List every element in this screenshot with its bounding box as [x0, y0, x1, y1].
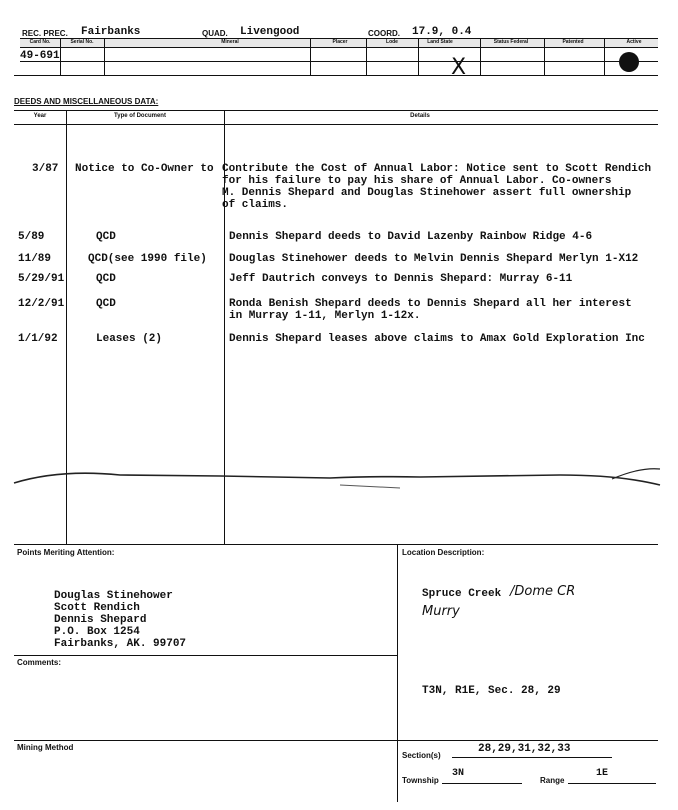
col-status-federal: Status Federal [493, 39, 529, 45]
deed-year: 12/2/91 [18, 298, 65, 310]
location-handwritten: /Dome CR [510, 584, 576, 599]
location-typed: Spruce Creek [422, 588, 502, 600]
deed-details: Douglas Stinehower deeds to Melvin Dennis Shepard Merlyn 1-X12 [229, 253, 639, 265]
rec-prec-label: REC. PREC. [22, 29, 68, 38]
scan-artifact-line [0, 455, 678, 515]
deed-type: QCD(see 1990 file) [88, 253, 207, 265]
deed-type: Notice to Co-Owner to [75, 163, 214, 175]
points-names: Douglas Stinehower Scott Rendich Dennis Shepard P.O. Box 1254 Fairbanks, AK. 99707 [54, 590, 187, 650]
township-value: 3N [452, 768, 465, 779]
coord-label: COORD. [368, 29, 400, 38]
township-label: Township [402, 776, 439, 785]
quad-label: QUAD. [202, 29, 228, 38]
land-state-mark: X [451, 55, 467, 80]
coord-value: 17.9, 0.4 [412, 26, 472, 38]
deed-type: QCD [96, 231, 116, 243]
col-placer: Placer [332, 39, 348, 45]
range-label: Range [540, 776, 565, 785]
location-trs: T3N, R1E, Sec. 28, 29 [422, 685, 561, 697]
active-dot-icon [619, 52, 639, 72]
deed-year: 5/89 [18, 231, 45, 243]
sections-value: 28,29,31,32,33 [478, 743, 571, 755]
range-value: 1E [596, 768, 609, 779]
deed-details: Dennis Shepard deeds to David Lazenby Rainbow Ridge 4-6 [229, 231, 593, 243]
sections-label: Section(s) [402, 751, 441, 760]
col-land-state: Land State [427, 39, 453, 45]
col-lode: Lode [386, 39, 398, 45]
col-active: Active [626, 39, 642, 45]
header-band-line [20, 47, 658, 48]
deed-year: 11/89 [18, 253, 52, 265]
col-details: Details [410, 113, 430, 119]
rec-prec-value: Fairbanks [81, 26, 141, 38]
location-label: Location Description: [402, 548, 485, 557]
deed-details: Ronda Benish Shepard deeds to Dennis Shepard all her interest in Murray 1-11, Merlyn 1-12x. [229, 298, 632, 322]
deeds-section-title: DEEDS AND MISCELLANEOUS DATA: [14, 97, 159, 106]
mining-method-label: Mining Method [17, 743, 74, 752]
card-no-value: 49-691 [20, 50, 60, 62]
deed-type: QCD [96, 298, 116, 310]
location-handwritten-2: Murry [422, 604, 460, 619]
col-year: Year [33, 113, 47, 119]
deed-year: 3/87 [32, 163, 59, 175]
col-mineral: Mineral [221, 39, 239, 45]
quad-value: Livengood [240, 26, 300, 38]
deed-year: 1/1/92 [18, 333, 58, 345]
deed-details: Contribute the Cost of Annual Labor: Notice sent to Scott Rendich for his failure to pay his share of Annual Labor. Co-owners M. Dennis Shepard and Douglas Stinehower assert full ownership of claims. [222, 163, 652, 211]
deed-type: QCD [96, 273, 116, 285]
deed-year: 5/29/91 [18, 273, 65, 285]
col-patented: Patented [562, 39, 584, 45]
col-serial-no: Serial No. [70, 39, 94, 45]
comments-label: Comments: [17, 658, 62, 667]
deed-details: Dennis Shepard leases above claims to Amax Gold Exploration Inc [229, 333, 645, 345]
deed-details: Jeff Dautrich conveys to Dennis Shepard: Murray 6-11 [229, 273, 573, 285]
deed-type: Leases (2) [96, 333, 163, 345]
col-type: Type of Document [114, 113, 166, 119]
points-label: Points Meriting Attention: [17, 548, 115, 557]
col-card-no: Card No. [29, 39, 51, 45]
